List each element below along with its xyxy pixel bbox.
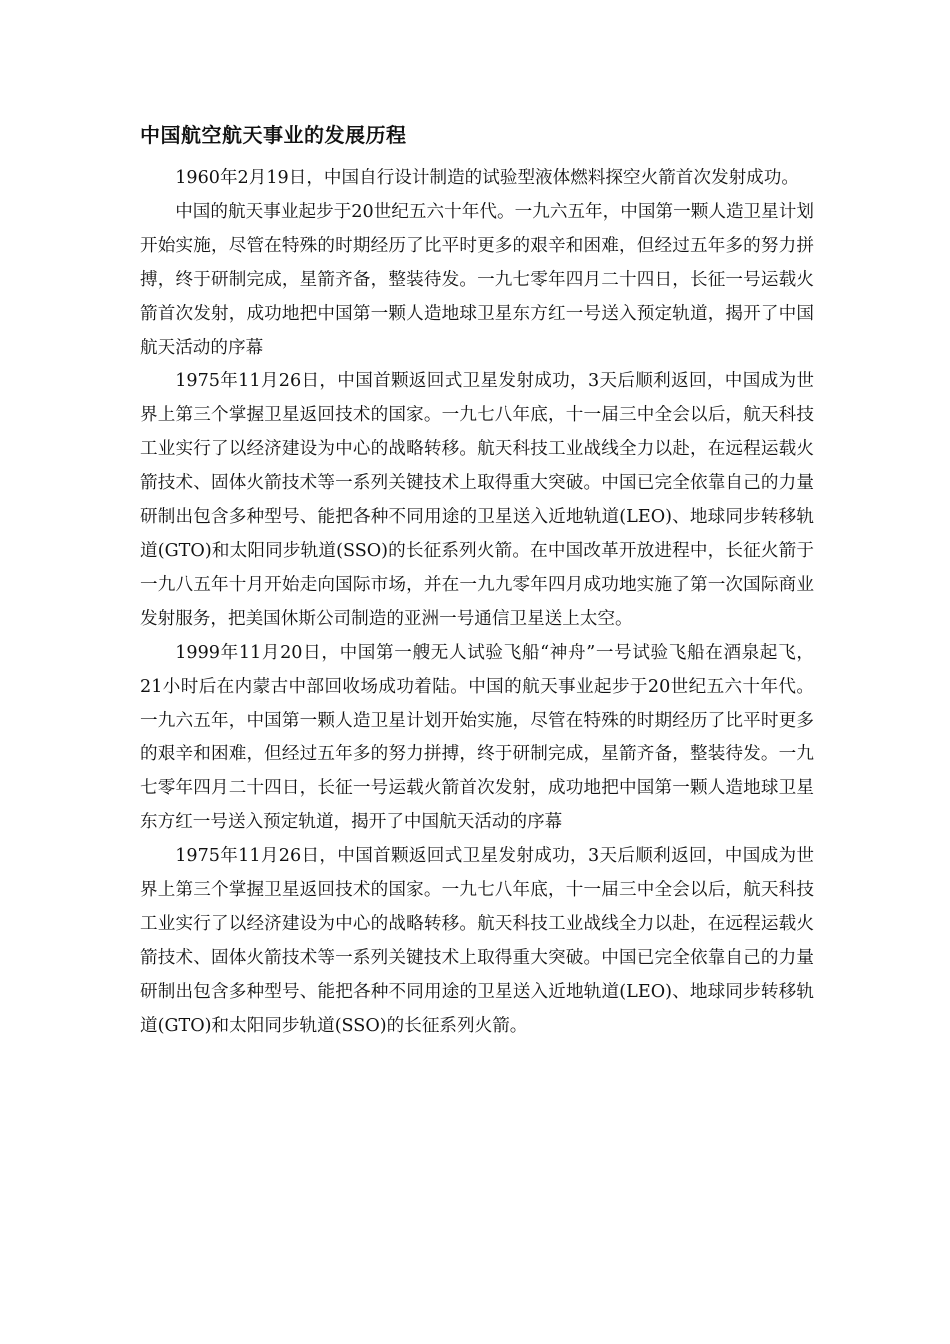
- paragraph-2: 中国的航天事业起步于20世纪五六十年代。一九六五年，中国第一颗人造卫星计划开始实施，尽管在特殊的时期经历了比平时更多的艰辛和困难，但经过五年多的努力拼搏，终于研制完成，星箭齐备，整装待发。一九七零年四月二十四日，长征一号运载火箭首次发射，成功地把中国第一颗人造地球卫星东方红一号送入预定轨道，揭开了中国航天活动的序幕: [140, 201, 814, 358]
- paragraph-3: 1975年11月26日，中国首颗返回式卫星发射成功，3天后顺利返回，中国成为世界上第三个掌握卫星返回技术的国家。一九七八年底，十一届三中全会以后，航天科技工业实行了以经济建设为中心的战略转移。航天科技工业战线全力以赴，在远程运载火箭技术、固体火箭技术等一系列关键技术上取得重大突破。中国已完全依靠自己的力量研制出包含多种型号、能把各种不同用途的卫星送入近地轨道(LEO)、地球同步转移轨道(GTO)和太阳同步轨道(SSO)的长征系列火箭。在中国改革开放进程中，长征火箭于一九八五年十月开始走向国际市场，并在一九九零年四月成功地实施了第一次国际商业发射服务，把美国休斯公司制造的亚洲一号通信卫星送上太空。: [140, 371, 814, 629]
- paragraph-5: 1975年11月26日，中国首颗返回式卫星发射成功，3天后顺利返回，中国成为世界上第三个掌握卫星返回技术的国家。一九七八年底，十一届三中全会以后，航天科技工业实行了以经济建设为中心的战略转移。航天科技工业战线全力以赴，在远程运载火箭技术、固体火箭技术等一系列关键技术上取得重大突破。中国已完全依靠自己的力量研制出包含多种型号、能把各种不同用途的卫星送入近地轨道(LEO)、地球同步转移轨道(GTO)和太阳同步轨道(SSO)的长征系列火箭。: [140, 846, 814, 1036]
- paragraph-4: 1999年11月20日，中国第一艘无人试验飞船“神舟”一号试验飞船在酒泉起飞，21小时后在内蒙古中部回收场成功着陆。中国的航天事业起步于20世纪五六十年代。一九六五年，中国第一颗人造卫星计划开始实施，尽管在特殊的时期经历了比平时更多的艰辛和困难，但经过五年多的努力拼搏，终于研制完成，星箭齐备，整装待发。一九七零年四月二十四日，长征一号运载火箭首次发射，成功地把中国第一颗人造地球卫星东方红一号送入预定轨道，揭开了中国航天活动的序幕: [140, 642, 814, 833]
- paragraph-1: 1960年2月19日，中国自行设计制造的试验型液体燃料探空火箭首次发射成功。: [175, 168, 799, 188]
- document-title: 中国航空航天事业的发展历程: [140, 123, 407, 147]
- document-body: [140, 114, 814, 1044]
